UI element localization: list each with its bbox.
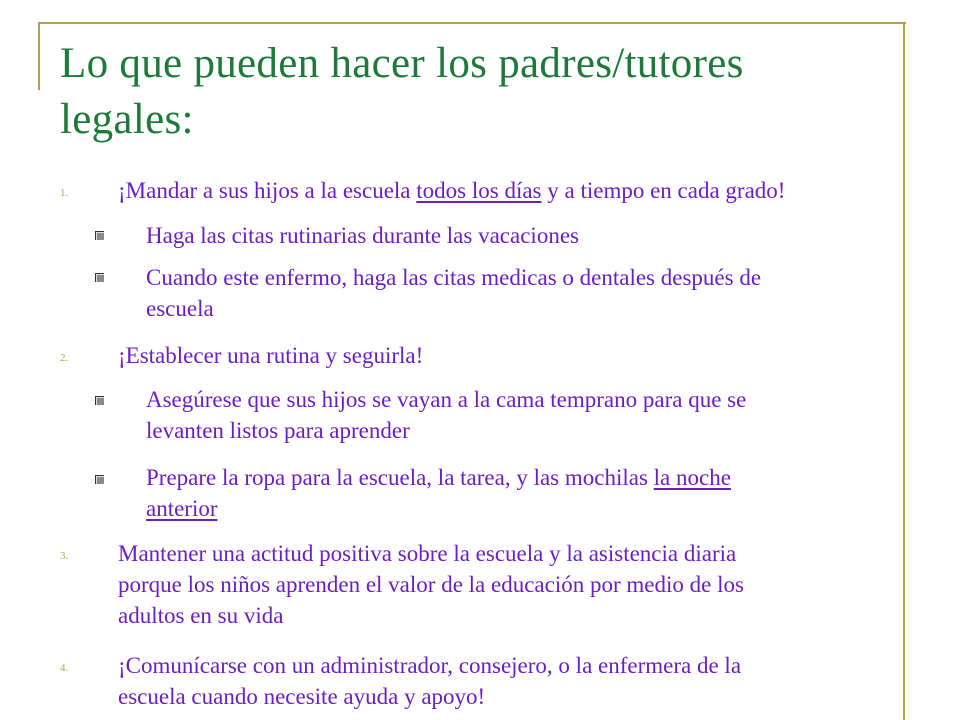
sub-list-item	[146, 462, 731, 524]
square-bullet-icon	[95, 273, 104, 282]
sub-item-text: Prepare la ropa para la escuela, la tarea, y las mochilas	[146, 465, 654, 490]
square-bullet-icon	[95, 475, 104, 484]
square-bullet-icon	[95, 396, 104, 405]
item-text: adultos en su vida	[118, 603, 284, 628]
frame-right-line	[903, 22, 905, 720]
sub-item-text: Haga las citas rutinarias durante las vacaciones	[146, 223, 579, 248]
frame-left-line	[38, 22, 40, 90]
slide-title	[60, 36, 890, 148]
sub-item-underlined-text: anterior	[146, 496, 218, 521]
slide-title-line-2: legales:	[60, 96, 194, 143]
item-number: 3.	[60, 550, 69, 562]
sub-item-text: Asegúrese que sus hijos se vayan a la cama temprano para que se	[146, 387, 747, 412]
list-item	[118, 340, 423, 371]
item-number: 2.	[60, 352, 69, 364]
sub-item-text: Cuando este enfermo, haga las citas medicas o dentales después de	[146, 265, 762, 290]
sub-item-text: levanten listos para aprender	[146, 418, 410, 443]
sub-list-item	[146, 262, 761, 324]
list-item	[118, 650, 741, 712]
item-text: ¡Mandar a sus hijos a la escuela	[118, 178, 417, 203]
square-bullet-icon	[95, 231, 104, 240]
sub-list-item	[146, 384, 746, 446]
item-underlined-text: todos los días	[416, 178, 542, 203]
item-text: ¡Comunícarse con un administrador, consejero, o la enfermera de la	[118, 653, 742, 678]
item-text: porque los niños aprenden el valor de la educación por medio de los	[118, 572, 744, 597]
list-item	[118, 538, 744, 631]
item-number: 1.	[60, 187, 69, 199]
list-item	[118, 175, 785, 206]
item-text: y a tiempo en cada grado!	[541, 178, 786, 203]
frame-top-line	[38, 22, 906, 24]
item-text: Mantener una actitud positiva sobre la escuela y la asistencia diaria	[118, 541, 737, 566]
item-number: 4.	[60, 662, 69, 674]
sub-item-underlined-text: la noche	[653, 465, 731, 490]
slide-title-line-1: Lo que pueden hacer los padres/tutores	[60, 40, 744, 87]
item-text: escuela cuando necesite ayuda y apoyo!	[118, 684, 486, 709]
sub-list-item	[146, 220, 579, 251]
item-text: ¡Establecer una rutina y seguirla!	[118, 343, 424, 368]
sub-item-text: escuela	[146, 296, 214, 321]
